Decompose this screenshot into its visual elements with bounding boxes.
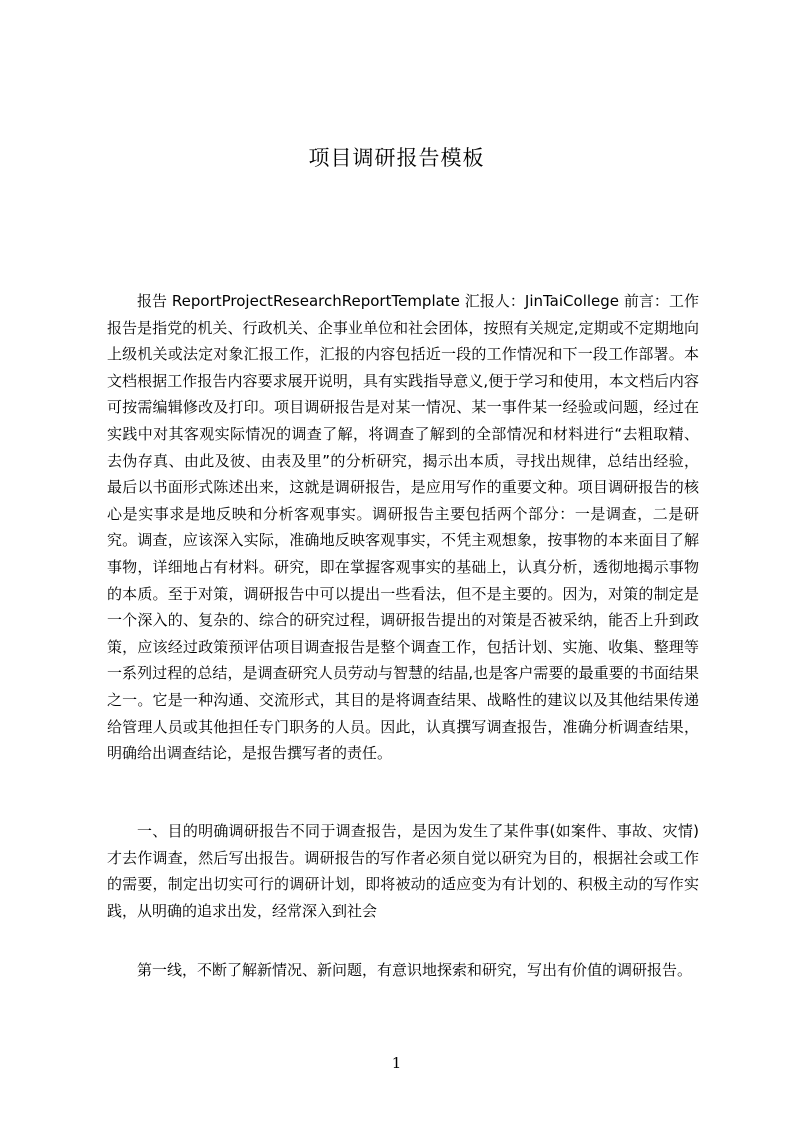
page-number: 1	[391, 1054, 402, 1072]
paragraph-frontline: 第一线，不断了解新情况、新问题，有意识地探索和研究，写出有价值的调研报告。	[137, 961, 693, 979]
page-title: 项目调研报告模板	[308, 146, 485, 170]
paragraph-intro: 报告 ReportProjectResearchReportTemplate 汇报人：JinTaiCollege 前言：工作报告是指党的机关、行政机关、企事业单位和社会团体，按照有关规定,定期或不定期地向上级机关或法定对象汇报工作，汇报的内容包括近一段的工作情况和下一段工作部署。本文档根据工作报告内容要求展开说明，具有实践指导意义,便于学习和使用，本文档后内容可按需编辑修改及打印。项目调研报告是对某一情况、某一事件某一经验或问题，经过在实践中对其客观实际情况的调查了解，将调查了解到的全部情况和材料进行“去粗取精、去伪存真、由此及彼、由表及里”的分析研究，揭示出本质，寻找出规律，总结出经验，最后以书面形式陈述出来，这就是调研报告，是应用写作的重要文种。项目调研报告的核心是实事求是地反映和分析客观事实。调研报告主要包括两个部分：一是调查，二是研究。调查，应该深入实际，准确地反映客观事实，不凭主观想象，按事物的本来面目了解事物，详细地占有材料。研究，即在掌握客观事实的基础上，认真分析，透彻地揭示事物的本质。至于对策，调研报告中可以提出一些看法，但不是主要的。因为，对策的制定是一个深入的、复杂的、综合的研究过程，调研报告提出的对策是否被采纳，能否上升到政策，应该经过政策预评估项目调查报告是整个调查工作，包括计划、实施、收集、整理等一系列过程的总结，是调查研究人员劳动与智慧的结晶,也是客户需要的最重要的书面结果之一。它是一种沟通、交流形式，其目的是将调查结果、战略性的建议以及其他结果传递给管理人员或其他担任专门职务的人员。因此，认真撰写调查报告，准确分析调查结果，明确给出调查结论，是报告撰写者的责任。	[107, 292, 699, 763]
paragraph-purpose: 一、目的明确调研报告不同于调查报告，是因为发生了某件事(如案件、事故、灾情)才去作调查，然后写出报告。调研报告的写作者必须自觉以研究为目的，根据社会或工作的需要，制定出切实可行的调研计划，即将被动的适应变为有计划的、积极主动的写作实践，从明确的追求出发，经常深入到社会	[107, 822, 699, 920]
